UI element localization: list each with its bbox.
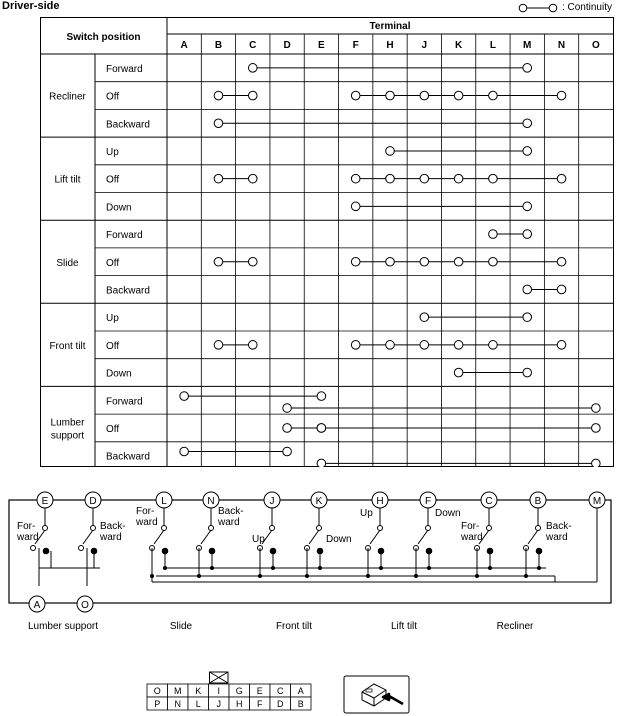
label-lift-down: Down xyxy=(435,508,461,519)
position-label: Off xyxy=(106,91,120,103)
continuity-point-L xyxy=(489,230,498,239)
terminal-label-O: O xyxy=(591,40,600,51)
connector-pin-O: O xyxy=(153,686,161,696)
terminal-text-L: L xyxy=(161,496,167,507)
label-lumber-forward: ward xyxy=(17,532,39,543)
continuity-point-K xyxy=(454,341,463,350)
continuity-point-O xyxy=(592,459,601,467)
label-slide-forward: For- xyxy=(136,506,155,517)
continuity-point-F xyxy=(351,257,360,266)
connector-pin-G: G xyxy=(235,686,243,696)
switch-blade xyxy=(201,530,211,544)
position-label: Up xyxy=(106,313,119,325)
switch-contact-open xyxy=(79,546,84,551)
junction-dot xyxy=(366,574,370,578)
junction-dot xyxy=(427,566,431,570)
label-recliner-backward: ward xyxy=(546,532,568,543)
switch-pivot xyxy=(378,526,383,531)
terminal-label-N: N xyxy=(557,40,566,51)
terminal-text-M: M xyxy=(592,496,602,507)
continuity-point-N xyxy=(557,91,566,100)
switch-continuity-table xyxy=(40,17,614,467)
continuity-point-L xyxy=(489,174,498,183)
continuity-point-C xyxy=(248,257,257,266)
connector-pin-L: L xyxy=(195,699,201,709)
position-label: Off xyxy=(106,423,120,435)
connector-pin-M: M xyxy=(174,686,182,696)
legend-label: : Continuity xyxy=(561,2,612,13)
switch-contact-open xyxy=(31,546,36,551)
continuity-point-B xyxy=(214,257,223,266)
connector-pin-H: H xyxy=(236,699,243,709)
label-slide-forward: ward xyxy=(136,517,158,528)
switch-blade xyxy=(418,530,428,544)
caption-slide: Slide xyxy=(169,621,193,632)
continuity-point-K xyxy=(454,174,463,183)
junction-dot xyxy=(414,574,418,578)
continuity-point-F xyxy=(351,91,360,100)
junction-dot xyxy=(258,574,262,578)
switch-blade xyxy=(528,530,538,544)
position-label: Forward xyxy=(106,396,143,408)
junction-dot xyxy=(318,566,322,570)
connector-pin-A: A xyxy=(297,686,304,696)
continuity-point-H xyxy=(386,147,395,156)
switch-blade xyxy=(83,530,93,544)
junction-dot xyxy=(271,566,275,570)
switch-pivot xyxy=(43,526,48,531)
switch-blade xyxy=(309,530,319,544)
continuity-point-C xyxy=(248,64,257,73)
continuity-point-B xyxy=(214,174,223,183)
terminal-label-H: H xyxy=(386,40,394,51)
connector-pin-D: D xyxy=(277,699,284,709)
continuity-point-M xyxy=(523,202,532,211)
continuity-point-E xyxy=(317,459,326,467)
group-name: Recliner xyxy=(49,91,86,103)
continuity-point-H xyxy=(386,91,395,100)
continuity-point-H xyxy=(386,174,395,183)
terminal-text-F: F xyxy=(424,496,432,507)
terminal-label-D: D xyxy=(283,40,291,51)
switch-position-header: Switch position xyxy=(66,32,141,43)
junction-dot xyxy=(305,574,309,578)
connector-pin-E: E xyxy=(256,686,263,696)
junction-dot xyxy=(524,574,528,578)
connector-diagram xyxy=(0,666,620,716)
continuity-point-O xyxy=(592,424,601,433)
continuity-point-N xyxy=(557,257,566,266)
continuity-point-L xyxy=(489,341,498,350)
terminal-label-A: A xyxy=(180,40,188,51)
continuity-point-E xyxy=(317,424,326,433)
switch-pivot xyxy=(91,526,96,531)
continuity-point-J xyxy=(420,341,429,350)
continuity-point-M xyxy=(523,230,532,239)
junction-dot xyxy=(537,566,541,570)
label-recliner-backward: Back- xyxy=(546,521,572,532)
connector-pin-J: J xyxy=(216,699,221,709)
connector-pin-F: F xyxy=(257,699,263,709)
position-label: Off xyxy=(106,340,120,352)
terminal-label-F: F xyxy=(352,40,359,51)
label-lumber-backward: Back- xyxy=(100,521,126,532)
connector-pin-P: P xyxy=(154,699,161,709)
group-name: support xyxy=(50,430,85,442)
continuity-point-M xyxy=(523,147,532,156)
terminal-label-E: E xyxy=(318,40,325,51)
switch-pivot xyxy=(426,526,431,531)
position-label: Backward xyxy=(106,451,150,463)
group-name: Slide xyxy=(56,257,79,269)
continuity-point-J xyxy=(420,257,429,266)
continuity-point-N xyxy=(557,285,566,294)
label-slide-backward: ward xyxy=(218,517,240,528)
switch-contact-closed xyxy=(43,548,49,554)
continuity-point-H xyxy=(386,257,395,266)
label-lumber-backward: ward xyxy=(100,532,122,543)
terminal-text-K: K xyxy=(315,496,323,507)
label-recliner-forward: ward xyxy=(461,532,483,543)
continuity-point-B xyxy=(214,341,223,350)
terminal-text-D: D xyxy=(89,496,97,507)
continuity-point-F xyxy=(351,202,360,211)
continuity-symbol-icon xyxy=(518,3,558,13)
continuity-point-M xyxy=(523,64,532,73)
continuity-point-A xyxy=(180,392,189,401)
label-recliner-forward: For- xyxy=(461,521,480,532)
continuity-point-L xyxy=(489,257,498,266)
caption-front-tilt: Front tilt xyxy=(275,621,313,632)
connector-pin-I: I xyxy=(217,686,221,696)
terminal-label-B: B xyxy=(214,40,223,51)
continuity-point-D xyxy=(283,424,292,433)
group-name: Front tilt xyxy=(49,340,86,352)
continuity-point-J xyxy=(420,313,429,322)
terminal-text-A: A xyxy=(33,600,41,611)
connector-pin-K: K xyxy=(195,686,202,696)
switch-pivot xyxy=(536,526,541,531)
continuity-point-E xyxy=(317,392,326,401)
switch-pivot xyxy=(317,526,322,531)
terminal-label-K: K xyxy=(454,40,463,51)
position-label: Off xyxy=(106,257,120,269)
continuity-point-J xyxy=(420,91,429,100)
junction-dot xyxy=(379,566,383,570)
terminal-label-L: L xyxy=(489,40,496,51)
position-label: Up xyxy=(106,146,119,158)
continuity-point-F xyxy=(351,341,360,350)
caption-lumber-support: Lumber support xyxy=(27,621,99,632)
junction-dot xyxy=(163,566,167,570)
continuity-legend xyxy=(518,2,612,13)
group-name: Lumber xyxy=(50,417,85,429)
label-front-down: Down xyxy=(326,534,352,545)
terminal-label-M: M xyxy=(523,40,532,51)
terminal-label-J: J xyxy=(421,40,428,51)
terminal-label-C: C xyxy=(249,40,257,51)
circuit-diagram xyxy=(0,486,620,636)
junction-dot xyxy=(475,574,479,578)
continuity-point-A xyxy=(180,447,189,456)
terminal-text-B: B xyxy=(534,496,542,507)
continuity-point-M xyxy=(523,119,532,128)
continuity-point-L xyxy=(489,91,498,100)
label-front-up: Up xyxy=(252,534,265,545)
continuity-point-B xyxy=(214,91,223,100)
continuity-point-N xyxy=(557,174,566,183)
position-label: Down xyxy=(106,202,132,214)
connector-pin-N: N xyxy=(174,699,181,709)
switch-pivot xyxy=(270,526,275,531)
circuit-frame xyxy=(9,500,611,603)
switch-blade xyxy=(154,530,164,544)
position-label: Forward xyxy=(106,63,143,75)
switch-pivot xyxy=(487,526,492,531)
label-lift-up: Up xyxy=(360,508,373,519)
label-lumber-forward: For- xyxy=(17,521,36,532)
continuity-point-M xyxy=(523,368,532,377)
terminal-text-C: C xyxy=(485,496,493,507)
terminal-text-J: J xyxy=(269,496,275,507)
switch-blade xyxy=(370,530,380,544)
terminal-header: Terminal xyxy=(369,21,411,32)
switch-pivot xyxy=(209,526,214,531)
connector-pin-B: B xyxy=(297,699,304,709)
position-label: Backward xyxy=(106,119,150,131)
continuity-point-B xyxy=(214,119,223,128)
caption-recliner: Recliner xyxy=(496,621,534,632)
label-slide-backward: Back- xyxy=(218,506,244,517)
continuity-point-F xyxy=(351,174,360,183)
continuity-point-C xyxy=(248,341,257,350)
junction-dot xyxy=(210,566,214,570)
continuity-point-J xyxy=(420,174,429,183)
continuity-point-D xyxy=(283,404,292,413)
continuity-point-C xyxy=(248,91,257,100)
switch-pivot xyxy=(162,526,167,531)
continuity-point-N xyxy=(557,341,566,350)
continuity-point-O xyxy=(592,404,601,413)
continuity-point-M xyxy=(523,313,532,322)
continuity-point-M xyxy=(523,285,532,294)
continuity-point-H xyxy=(386,341,395,350)
connector-view-icon xyxy=(344,676,409,713)
junction-dot xyxy=(197,574,201,578)
continuity-point-K xyxy=(454,368,463,377)
position-label: Forward xyxy=(106,230,143,242)
continuity-point-K xyxy=(454,257,463,266)
group-name: Lift tilt xyxy=(54,174,81,186)
terminal-text-H: H xyxy=(376,496,384,507)
position-label: Down xyxy=(106,368,132,380)
junction-dot xyxy=(488,566,492,570)
terminal-text-E: E xyxy=(41,496,49,507)
continuity-point-D xyxy=(283,447,292,456)
terminal-text-N: N xyxy=(207,496,215,507)
position-label: Backward xyxy=(106,285,150,297)
continuity-point-K xyxy=(454,91,463,100)
continuity-point-C xyxy=(248,174,257,183)
position-label: Off xyxy=(106,174,120,186)
page-title: Driver-side xyxy=(2,0,60,12)
connector-pin-C: C xyxy=(277,686,284,696)
caption-lift-tilt: Lift tilt xyxy=(390,621,418,632)
terminal-text-O: O xyxy=(81,600,89,611)
